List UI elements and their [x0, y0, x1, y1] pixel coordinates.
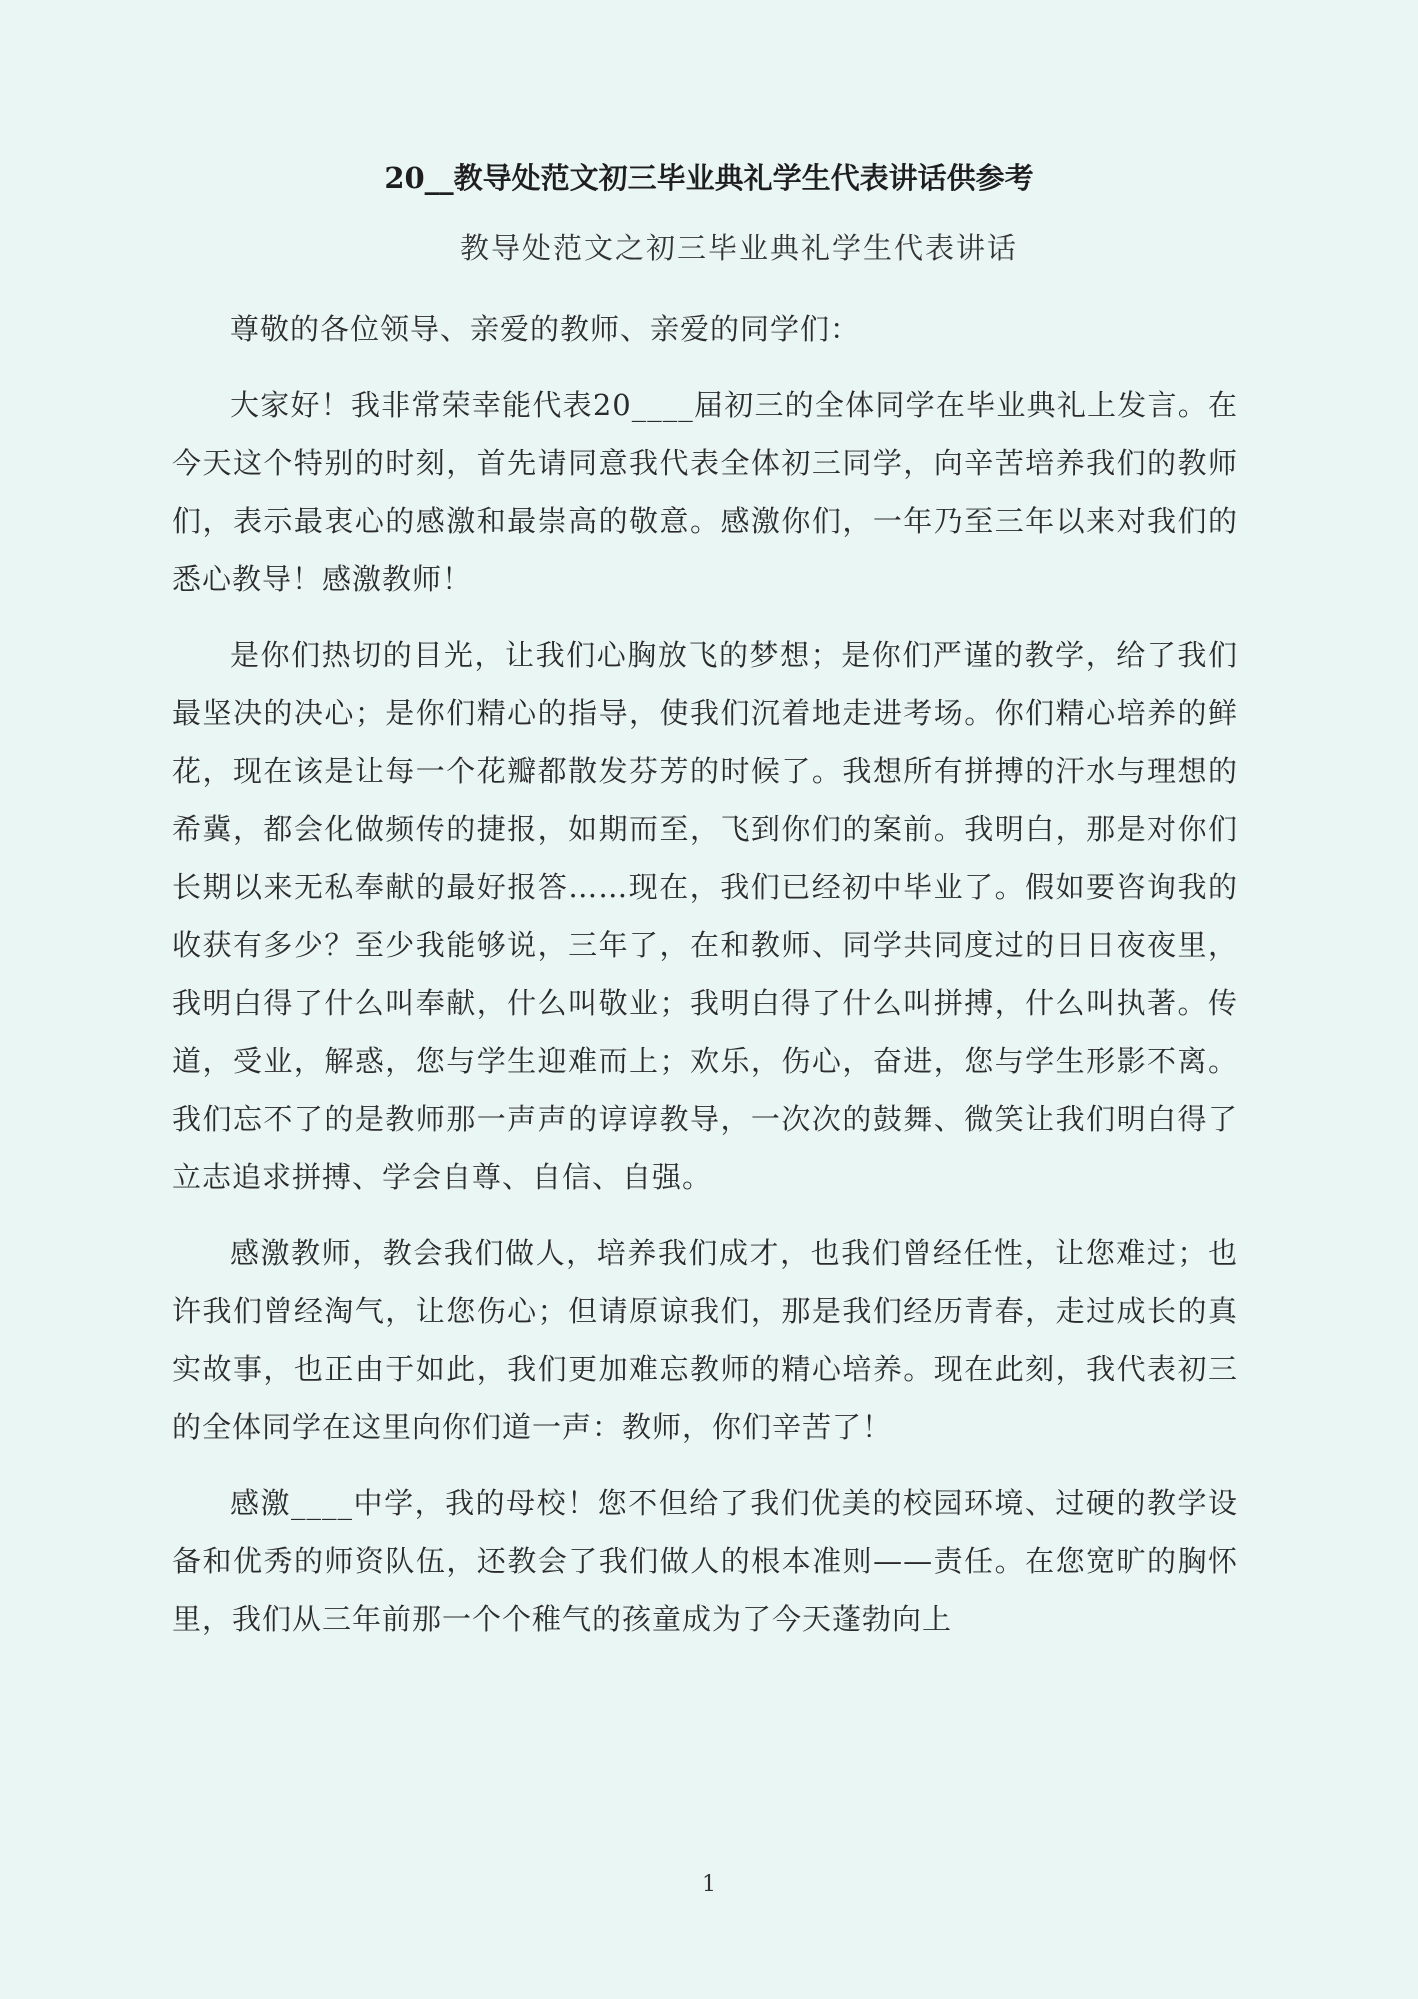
document-subtitle-text: 教导处范文之初三毕业典礼学生代表讲话: [459, 231, 1018, 265]
document-title: 20__教导处范文初三毕业典礼学生代表讲话供参考: [384, 161, 1034, 195]
page-number: 1: [702, 1872, 716, 1897]
paragraph: 感激教师，教会我们做人，培养我们成才，也我们曾经任性，让您难过；也许我们曾经淘气，让您伤心；但请原谅我们，那是我们经历青春，走过成长的真实故事，也正由于如此，我们更加难忘教师的精心培养。现在此刻，我代表初三的全体同学在这里向你们道一声：教师，你们辛苦了！: [172, 1236, 1238, 1444]
paragraph: 是你们热切的目光，让我们心胸放飞的梦想；是你们严谨的教学，给了我们最坚决的决心；是你们精心的指导，使我们沉着地走进考场。你们精心培养的鲜花，现在该是让每一个花瓣都散发芬芳的时候了。我想所有拼搏的汗水与理想的希冀，都会化做频传的捷报，如期而至，飞到你们的案前。我明白，那是对你们长期以来无私奉献的最好报答……现在，我们已经初中毕业了。假如要咨询我的收获有多少？至少我能够说，三年了，在和教师、同学共同度过的日日夜夜里，我明白得了什么叫奉献，什么叫敬业；我明白得了什么叫拼搏，什么叫执著。传道，受业，解惑，您与学生迎难而上；欢乐，伤心，奋进，您与学生形影不离。我们忘不了的是教师那一声声的谆谆教导，一次次的鼓舞、微笑让我们明白得了立志追求拼搏、学会自尊、自信、自强。: [172, 638, 1238, 1194]
paragraph: 大家好！我非常荣幸能代表20____届初三的全体同学在毕业典礼上发言。在今天这个特别的时刻，首先请同意我代表全体初三同学，向辛苦培养我们的教师们，表示最衷心的感激和最崇高的敬意。感激你们，一年乃至三年以来对我们的悉心教导！感激教师！: [172, 388, 1238, 596]
salutation: 尊敬的各位领导、亲爱的教师、亲爱的同学们：: [230, 312, 861, 346]
document-subtitle: [0, 228, 1418, 268]
paragraph: 感激____中学，我的母校！您不但给了我们优美的校园环境、过硬的教学设备和优秀的师资队伍，还教会了我们做人的根本准则——责任。在您宽旷的胸怀里，我们从三年前那一个个稚气的孩童成为了今天蓬勃向上: [172, 1486, 1238, 1636]
document-body: [172, 300, 1238, 1666]
